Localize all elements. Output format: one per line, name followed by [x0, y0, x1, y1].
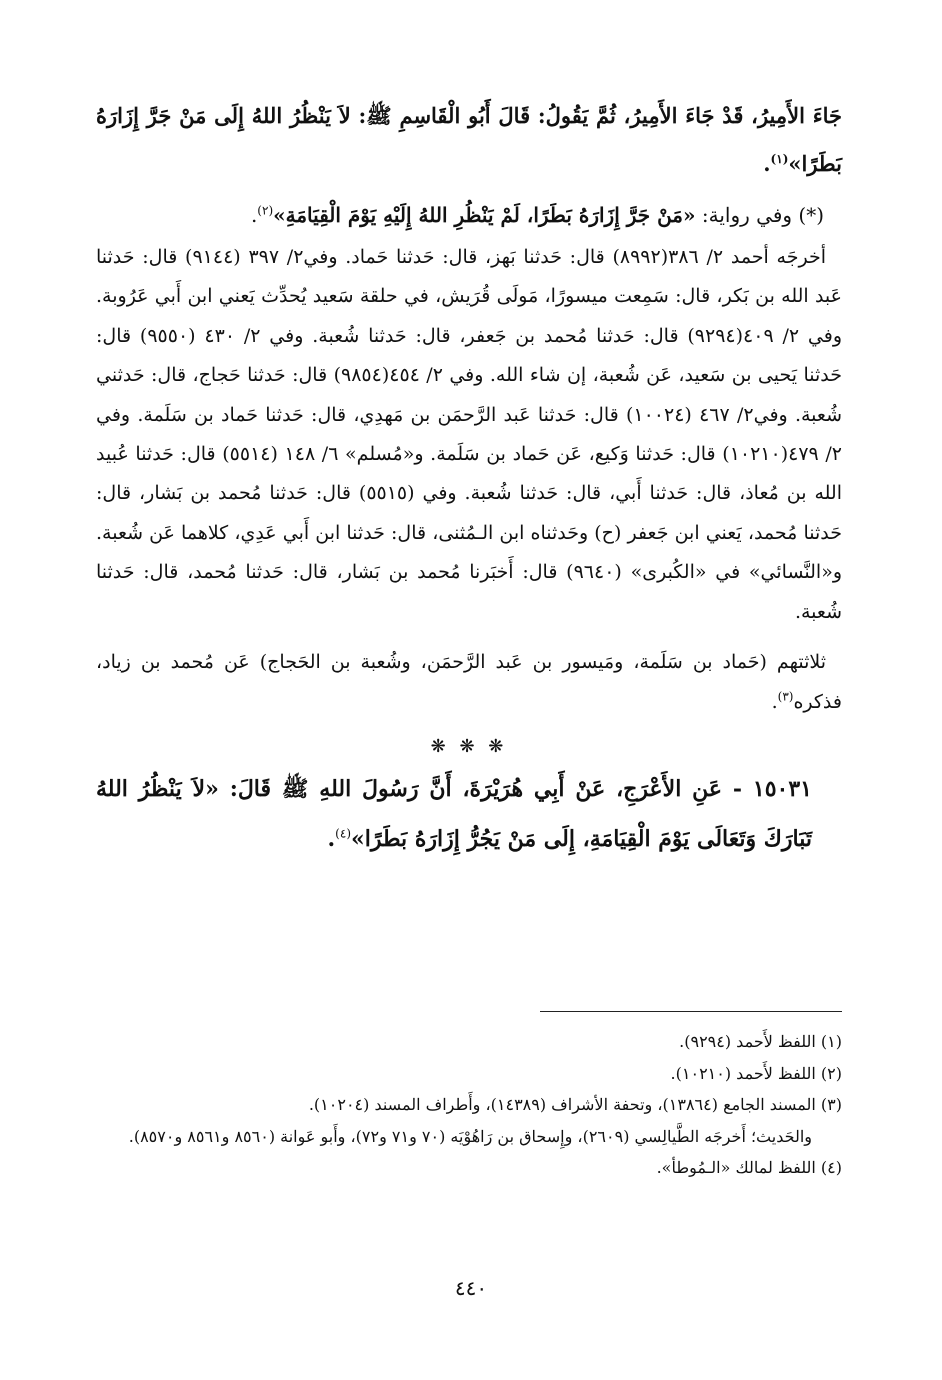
- variant-narration: (*) وفي رواية: «مَنْ جَرَّ إِزَارَهُ بَطَرًا، لَمْ يَنْظُرِ اللهُ إِلَيْهِ يَوْمَ الْقِيَامَةِ»$^{(٢)}$.: [250, 203, 824, 227]
- summary-text: ثلاثتهم (حَماد بن سَلَمة، ومَيسور بن عَبد الرَّحمَن، وشُعبة بن الحَجاج) عَن مُحمد بن زياد، فذكره: [96, 651, 842, 714]
- footnote-ref-4[interactable]: (٤): [335, 826, 351, 841]
- hadith-continuation-text: جَاءَ الأَمِيرُ، قَدْ جَاءَ الأَمِيرُ، ثُمَّ يَقُولُ: قَالَ أَبُو الْقَاسِمِ ﷺ: لاَ يَنْظُرُ اللهُ إِلَى مَنْ جَرَّ إِزَارَهُ بَطَرًا»: [96, 103, 842, 176]
- footnote-ref-1[interactable]: (١): [770, 152, 789, 166]
- hadith-number: ١٥٠٣١ -: [732, 776, 812, 803]
- hadith-15031-text: عَنِ الأَعْرَجِ، عَنْ أَبِي هُرَيْرَةَ، أَنَّ رَسُولَ اللهِ ﷺ قَالَ: «لاَ يَنْظُرُ اللهُ تَبَارَكَ وَتَعَالَى يَوْمَ الْقِيَامَةِ، إِلَى مَنْ يَجُرُّ إِزَارَهُ بَطَرًا»: [96, 776, 812, 853]
- footnote-3: (٣) المسند الجامع (١٣٨٦٤)، وتحفة الأشراف (١٤٣٨٩)، وأَطراف المسند (١٠٢٠٤).: [308, 1095, 842, 1114]
- footnote-ref-2[interactable]: (٢): [257, 203, 274, 218]
- section-separator: ❋ ❋ ❋: [430, 736, 508, 758]
- footnote-divider: [540, 1011, 842, 1012]
- main-text: [96, 92, 842, 864]
- hadith-15031: ١٥٠٣١ - عَنِ الأَعْرَجِ، عَنْ أَبِي هُرَيْرَةَ، أَنَّ رَسُولَ اللهِ ﷺ قَالَ: «لاَ يَنْظُرُ اللهُ تَبَارَكَ وَتَعَالَى يَوْمَ الْقِيَامَةِ، إِلَى مَنْ يَجُرُّ إِزَارَهُ بَطَرًا»$^{(٤)}$.: [96, 776, 812, 853]
- footnote-3-continuation: والحَديث؛ أَخرجَه الطَّيالِسي (٢٦٠٩)، وإِسحاق بن رَاهُوْيَه (٧٠ و٧١ و٧٢)، وأَبو عَوانة (٨٥٦٠ و٨٥٦١ و٨٥٧٠).: [128, 1126, 812, 1146]
- hadith-continuation: جَاءَ الأَمِيرُ، قَدْ جَاءَ الأَمِيرُ، ثُمَّ يَقُولُ: قَالَ أَبُو الْقَاسِمِ ﷺ: لاَ يَنْظُرُ اللهُ إِلَى مَنْ جَرَّ إِزَارَهُ بَطَرًا»$^{(١)}$.: [96, 103, 842, 176]
- variant-intro: (*) وفي رواية:: [701, 203, 824, 227]
- footnote-4: (٤) اللفظ لمالك «الـمُوطأ».: [656, 1158, 842, 1177]
- summary-paragraph: ثلاثتهم (حَماد بن سَلَمة، ومَيسور بن عَبد الرَّحمَن، وشُعبة بن الحَجاج) عَن مُحمد بن زياد، فذكره$^{(٣)}$.: [96, 651, 842, 714]
- footnote-ref-3[interactable]: (٣): [777, 689, 794, 704]
- takhrij-paragraph: أخرجَه أحمد ٢/ ٣٨٦(٨٩٩٢) قال: حَدثنا بَهز، قال: حَدثنا حَماد. وفي٢/ ٣٩٧ (٩١٤٤) قال: حَدثنا عَبد الله بن بَكر، قال: سَمِعت ميسورًا، مَولَى قُرَيش، في حلقة سَعيد يُحدِّث يَعني ابن أَبي عَرُوبة. وفي ٢/ ٤٠٩(٩٢٩٤) قال: حَدثنا مُحمد بن جَعفر، قال: حَدثنا شُعبة. وفي ٢/ ٤٣٠ (٩٥٥٠) قال: حَدثنا يَحيى بن سَعيد، عَن شُعبة، إن شاء الله. وفي ٢/ ٤٥٤(٩٨٥٤) قال: حَدثنا حَجاج، قال: حَدثني شُعبة. وفي٢/ ٤٦٧ (١٠٠٢٤) قال: حَدثنا عَبد الرَّحمَن بن مَهدِي، قال: حَدثنا حَماد بن سَلَمة. وفي ٢/ ٤٧٩(١٠٢١٠) قال: حَدثنا وَكيع، عَن حَماد بن سَلَمة. و«مُسلم» ٦/ ١٤٨ (٥٥١٤) قال: حَدثنا عُبيد الله بن مُعاذ، قال: حَدثنا أَبي، قال: حَدثنا شُعبة. وفي (٥٥١٥) قال: حَدثنا مُحمد بن بَشار، قال: حَدثنا مُحمد، يَعني ابن جَعفر (ح) وحَدثناه ابن الـمُثنى، قال: حَدثنا ابن أَبي عَدِي، كلاهما عَن شُعبة. و«النَّسائي» في «الكُبرى» (٩٦٤٠) قال: أَخبَرنا مُحمد بن بَشار، قال: حَدثنا مُحمد، قال: حَدثنا شُعبة.: [96, 246, 843, 623]
- footnotes: [96, 1026, 842, 1184]
- variant-quote: «مَنْ جَرَّ إِزَارَهُ بَطَرًا، لَمْ يَنْظُرِ اللهُ إِلَيْهِ يَوْمَ الْقِيَامَةِ»: [273, 203, 696, 227]
- footnote-2: (٢) اللفظ لأَحمد (١٠٢١٠).: [670, 1063, 842, 1083]
- page-number: ٤٤٠: [454, 1276, 488, 1300]
- footnote-1: (١) اللفظ لأَحمد (٩٢٩٤).: [679, 1032, 842, 1051]
